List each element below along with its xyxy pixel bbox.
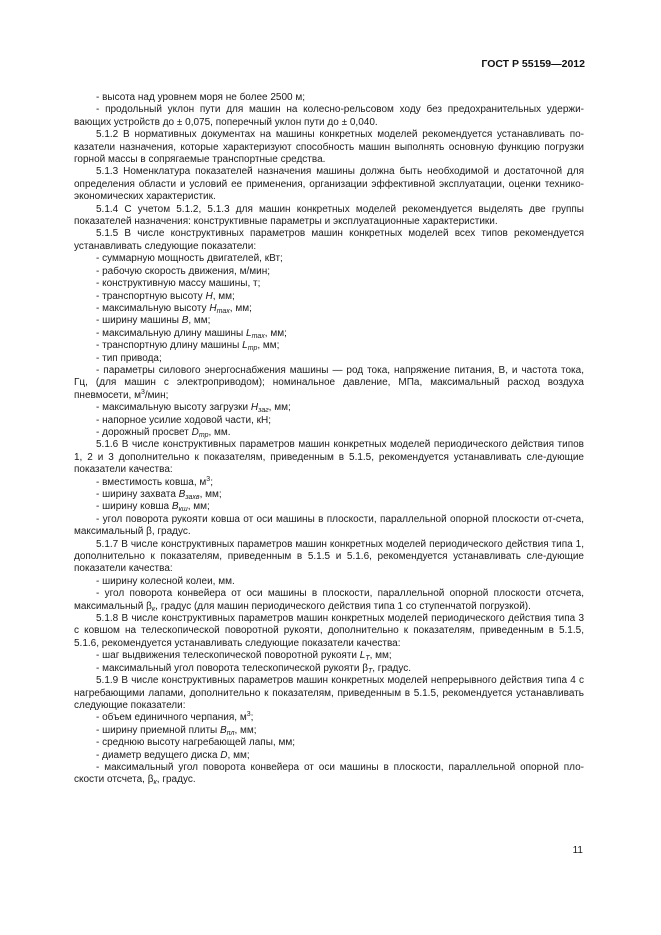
list-item: - транспортную высоту H, мм; <box>96 290 235 302</box>
list-item: - параметры силового энергоснабжения машины — род тока, напряжение питания, В, и частота тока, Гц, (для машин с электроприводом); номинальное давление, МПа, максимальный расход воздуха пневмосети, $м^3$/мин; <box>74 364 584 401</box>
list-item: - среднюю высоту нагребающей лапы, мм; <box>96 737 295 749</box>
list-item: - ширину машины B, мм; <box>96 315 211 327</box>
list-item: - диаметр ведущего диска D, мм; <box>96 749 250 761</box>
list-item: - ширину приемной плиты $B_{пл}$, мм; <box>96 724 257 737</box>
page-number: 11 <box>572 845 583 856</box>
list-item: - максимальный угол поворота конвейера от оси машины в плоскости, параллельной опорной пло-скости отсчета, $\beta_к$, градус. <box>74 761 584 787</box>
list-item: - объем единичного черпания, $м^3$; <box>96 711 254 724</box>
list-item: - рабочую скорость движения, м/мин; <box>96 265 271 277</box>
list-item: - ширину захвата $B_{захв}$, мм; <box>96 489 222 501</box>
list-item: - угол поворота рукояти ковша от оси машины в плоскости, параллельной опорной плоскости от-счета, максимальный β, градус. <box>74 513 584 538</box>
list-item: - ширину колесной колеи, мм. <box>96 575 235 587</box>
paragraph-5-1-6: 5.1.6 В числе конструктивных параметров машин конкретных моделей периодического действия типов 1, 2 и 3 дополнительно к показателям, приведенным в 5.1.5, рекомендуется устанавливать сле-дующие показатели качества: <box>74 439 584 476</box>
paragraph-5-1-8: 5.1.8 В числе конструктивных параметров машин конкретных моделей периодического действия типа 3 с ковшом на телескопической поворотной рукояти, дополнительно к показателям, приведенным в 5.1.5, 5.1.6, рекомендуется устанавливать следующие показатели качества: <box>74 613 584 649</box>
list-item: - продольный уклон пути для машин на колесно-рельсовом ходу без предохранительных удержи-вающих устройств до ± 0,075, поперечный уклон пути до ± 0,040. <box>74 104 584 128</box>
list-item: - тип привода; <box>96 352 162 364</box>
list-item: - максимальную высоту $H_{max}$, мм; <box>96 302 252 315</box>
list-item: - угол поворота конвейера от оси машины в плоскости, параллельной опорной плоскости отсчета, максимальный $\beta_к$, градус (для машин периодического действия типа 1 со ступенчатой погрузкой). <box>74 588 584 613</box>
list-item: - конструктивную массу машины, т; <box>96 278 261 290</box>
paragraph-5-1-5: 5.1.5 В числе конструктивных параметров машин конкретных моделей всех типов рекомендуется устанавливать следующие показатели: <box>74 228 584 252</box>
standard-header: ГОСТ Р 55159—2012 <box>481 58 585 70</box>
list-item: - суммарную мощность двигателей, кВт; <box>96 253 283 265</box>
list-item: - ширину ковша $B_{кш}$, мм; <box>96 501 210 514</box>
paragraph-5-1-9: 5.1.9 В числе конструктивных параметров машин конкретных моделей непрерывного действия типа 4 с нагребающими лапами, дополнительно к показателям, приведенным в 5.1.5, рекомендуется устанавливать следующие показатели: <box>74 675 584 711</box>
list-item: - максимальный угол поворота телескопической рукояти $\beta_Т$, градус. <box>96 662 412 675</box>
document-body <box>74 92 584 787</box>
list-item: - максимальную длину машины $L_{max}$, мм; <box>96 327 287 340</box>
list-item: - вместимость ковша, $м^3$; <box>96 475 213 488</box>
paragraph-5-1-4: 5.1.4 С учетом 5.1.2, 5.1.3 для машин конкретных моделей рекомендуется выделять две группы показателей назначения: конструктивные параметры и эксплуатационные характеристики. <box>74 203 584 228</box>
list-item: - максимальную высоту загрузки $H_{заг}$, мм; <box>96 402 291 415</box>
paragraph-5-1-7: 5.1.7 В числе конструктивных параметров машин конкретных моделей периодического действия типа 1, дополнительно к показателям, приведенным в 5.1.5 и 5.1.6, рекомендуется устанавливать сле-дующие показатели качества: <box>74 538 584 575</box>
list-item: - транспортную длину машины $L_{тр}$, мм; <box>96 340 280 353</box>
list-item: - шаг выдвижения телескопической поворотной рукояти $L_Т$, мм; <box>96 650 392 663</box>
paragraph-5-1-2: 5.1.2 В нормативных документах на машины конкретных моделей рекомендуется устанавливать по-казатели назначения, которые характеризуют способность машин выполнять основную функцию погрузки горной массы в сопрягаемые транспортные средства. <box>74 129 584 166</box>
list-item: - напорное усилие ходовой части, кН; <box>96 414 272 426</box>
list-item: - дорожный просвет $D_{тр}$, мм. <box>96 426 231 439</box>
list-item: - высота над уровнем моря не более 2500 м; <box>96 92 306 103</box>
paragraph-5-1-3: 5.1.3 Номенклатура показателей назначения машины должна быть необходимой и достаточной для определения области и условий ее применения, организации эффективной эксплуатации, оценки технико-экономических характеристик. <box>74 166 584 203</box>
